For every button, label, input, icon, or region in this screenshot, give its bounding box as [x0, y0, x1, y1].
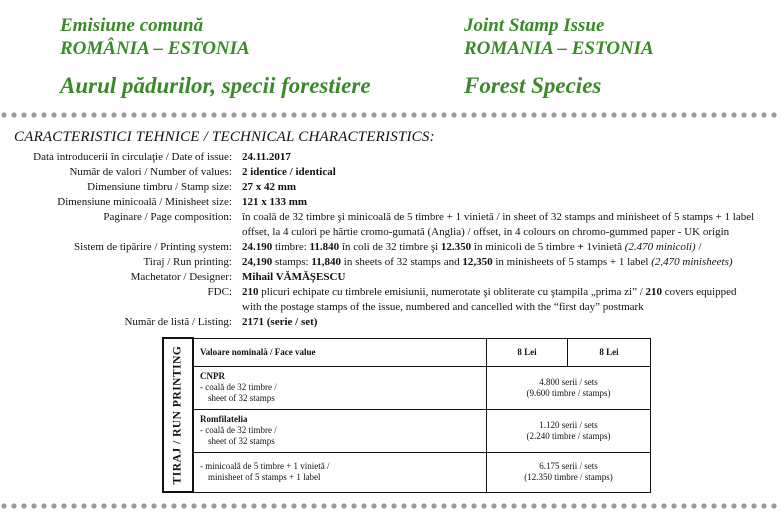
printing-text-3: în minicoli de 5 timbre [471, 241, 578, 253]
table-side-text: TIRAJ / RUN PRINTING [171, 345, 184, 485]
divider-dot [421, 503, 426, 508]
divider-dot [1, 112, 6, 117]
divider-dot [231, 112, 236, 117]
divider-dot [531, 503, 536, 508]
table-row [163, 452, 651, 492]
divider-dot [141, 112, 146, 117]
run-text-2: in sheets of 32 stamps and [341, 256, 463, 268]
divider-dot [91, 503, 96, 508]
en-heading-line1: Joint Stamp Issue [464, 15, 605, 36]
divider-dot [531, 112, 536, 117]
divider-dot [151, 112, 156, 117]
divider-dot [561, 503, 566, 508]
ro-heading-line2: ROMÂNIA – ESTONIA [60, 38, 250, 59]
ro-heading-line1: Emisiune comună [60, 15, 204, 36]
divider-dot [741, 112, 746, 117]
printing-text-2: în coli de 32 timbre şi [339, 241, 441, 253]
printing-minisheets-count: 12.350 [440, 241, 472, 253]
divider-dot [341, 112, 346, 117]
divider-dot [581, 503, 586, 508]
divider-dot [721, 112, 726, 117]
divider-dot [691, 112, 696, 117]
divider-dot [431, 112, 436, 117]
divider-dot [641, 112, 646, 117]
fdc-count-ro: 210 [242, 286, 259, 298]
divider-dot [271, 503, 276, 508]
run-minisheets-count: 12,350 [462, 256, 493, 268]
printing-sheets-count: 11.840 [309, 241, 340, 253]
printing-text-4: 1vinietă [583, 241, 625, 253]
divider-dot [771, 503, 776, 508]
divider-dot [521, 112, 526, 117]
divider-dot [701, 503, 706, 508]
printing-slash: / [695, 241, 702, 253]
divider-dot [511, 112, 516, 117]
divider-dot [121, 112, 126, 117]
divider-dot [301, 112, 306, 117]
divider-dot [481, 112, 486, 117]
divider-dot [541, 503, 546, 508]
romfilatelia-sets: 1.120 serii / sets [539, 419, 598, 430]
divider-dot [301, 503, 306, 508]
cnpr-sub1: - coală de 32 timbre / [200, 381, 277, 392]
table-header-row [163, 338, 651, 366]
divider-dot [161, 503, 166, 508]
divider-dot [661, 503, 666, 508]
divider-dot [491, 503, 496, 508]
divider-dot [491, 112, 496, 117]
fdc-label: FDC: [207, 286, 232, 298]
divider-dot [211, 503, 216, 508]
divider-dot [681, 112, 686, 117]
issue-date-label: Data introducerii în circulaţie / Date of issue: [33, 151, 232, 163]
en-title: Forest Species [464, 73, 602, 98]
divider-dot [511, 503, 516, 508]
divider-dot [161, 112, 166, 117]
divider-dot [251, 503, 256, 508]
divider-dot [761, 503, 766, 508]
divider-dot [51, 112, 56, 117]
divider-dot [551, 112, 556, 117]
divider-dot [51, 503, 56, 508]
romfilatelia-sub1: - coală de 32 timbre / [200, 424, 277, 435]
divider-dot [591, 503, 596, 508]
divider-dot [571, 112, 576, 117]
printing-method-value: offset, la 4 culori pe hârtie cromo-gumată (Anglia) / offset, in 4 colours on chromo-gummed paper - UK origin [242, 226, 730, 238]
dotted-divider-top [0, 111, 780, 119]
face-value-2: 8 Lei [568, 338, 651, 366]
divider-dot [381, 503, 386, 508]
page-composition-label: Paginare / Page composition: [103, 211, 232, 223]
romfilatelia-stamps: (2.240 timbre / stamps) [526, 430, 611, 441]
divider-dot [541, 112, 546, 117]
divider-dot [581, 112, 586, 117]
divider-dot [591, 112, 596, 117]
divider-dot [351, 503, 356, 508]
stamp-size-label: Dimensiune timbru / Stamp size: [87, 181, 232, 193]
divider-dot [761, 112, 766, 117]
divider-dot [201, 112, 206, 117]
divider-dot [421, 112, 426, 117]
divider-dot [171, 503, 176, 508]
cnpr-sub2: sheet of 32 stamps [208, 392, 275, 403]
divider-dot [81, 112, 86, 117]
divider-dot [711, 112, 716, 117]
values-count-label: Număr de valori / Number of values: [69, 166, 232, 178]
divider-dot [621, 112, 626, 117]
divider-dot [351, 112, 356, 117]
minisheet-size-value: 121 x 133 mm [242, 196, 308, 208]
divider-dot [371, 503, 376, 508]
divider-dot [11, 503, 16, 508]
face-value-header: Valoare nominală / Face value [193, 338, 487, 366]
divider-dot [451, 503, 456, 508]
divider-dot [41, 503, 46, 508]
divider-dot [241, 503, 246, 508]
printing-system-value [242, 240, 701, 255]
divider-dot [451, 112, 456, 117]
divider-dot [331, 112, 336, 117]
run-printing-value [242, 255, 733, 270]
listing-label: Număr de listă / Listing: [124, 316, 232, 328]
divider-dot [631, 503, 636, 508]
divider-dot [481, 503, 486, 508]
divider-dot [281, 503, 286, 508]
divider-dot [251, 112, 256, 117]
fdc-value-line2: with the postage stamps of the issue, numbered and cancelled with the “first day” postmark [242, 301, 644, 313]
divider-dot [231, 503, 236, 508]
minisheet-quantity [487, 452, 651, 492]
printing-total: 24.190 [242, 241, 273, 253]
divider-dot [181, 503, 186, 508]
divider-dot [621, 503, 626, 508]
divider-dot [181, 112, 186, 117]
run-printing-label: Tiraj / Run printing: [143, 256, 232, 268]
divider-dot [1, 503, 6, 508]
divider-dot [291, 503, 296, 508]
minisheet-stamps: (12.350 timbre / stamps) [524, 472, 613, 482]
divider-dot [401, 503, 406, 508]
en-heading-line2: ROMANIA – ESTONIA [464, 38, 654, 59]
divider-dot [91, 112, 96, 117]
divider-dot [111, 112, 116, 117]
divider-dot [411, 503, 416, 508]
divider-dot [441, 503, 446, 508]
designer-value: Mihail VĂMĂŞESCU [242, 271, 346, 283]
table-side-label [163, 338, 193, 492]
divider-dot [401, 112, 406, 117]
minisheet-cell [193, 452, 487, 492]
divider-dot [101, 112, 106, 117]
divider-dot [751, 112, 756, 117]
divider-dot [11, 112, 16, 117]
divider-dot [381, 112, 386, 117]
divider-dot [561, 112, 566, 117]
divider-dot [651, 503, 656, 508]
run-text-3: in minisheets of 5 stamps + 1 label [492, 256, 652, 268]
divider-dot [671, 112, 676, 117]
divider-dot [21, 112, 26, 117]
divider-dot [371, 112, 376, 117]
romfilatelia-quantity [487, 409, 651, 452]
divider-dot [471, 112, 476, 117]
divider-dot [31, 112, 36, 117]
printing-system-label: Sistem de tipărire / Printing system: [74, 241, 232, 253]
cnpr-title: CNPR [200, 370, 225, 381]
divider-dot [61, 112, 66, 117]
divider-dot [191, 503, 196, 508]
divider-dot [271, 112, 276, 117]
divider-dot [311, 503, 316, 508]
divider-dot [361, 503, 366, 508]
divider-dot [331, 503, 336, 508]
divider-dot [221, 112, 226, 117]
divider-dot [291, 112, 296, 117]
divider-dot [461, 503, 466, 508]
issue-date-value: 24.11.2017 [242, 151, 291, 163]
fdc-value [242, 285, 737, 300]
cnpr-stamps: (9.600 timbre / stamps) [526, 387, 611, 398]
divider-dot [311, 112, 316, 117]
divider-dot [171, 112, 176, 117]
face-value-1: 8 Lei [487, 338, 568, 366]
divider-dot [571, 503, 576, 508]
divider-dot [441, 112, 446, 117]
divider-dot [261, 503, 266, 508]
printing-minisheet-total: (2.470 minicoli) [624, 241, 696, 253]
divider-dot [151, 503, 156, 508]
run-total: 24,190 [242, 256, 273, 268]
divider-dot [661, 112, 666, 117]
divider-dot [221, 503, 226, 508]
divider-dot [671, 503, 676, 508]
divider-dot [601, 112, 606, 117]
minisheet-sub2: minisheet of 5 stamps + 1 label [208, 472, 321, 482]
divider-dot [281, 112, 286, 117]
divider-dot [731, 112, 736, 117]
divider-dot [461, 112, 466, 117]
divider-dot [131, 503, 136, 508]
divider-dot [71, 503, 76, 508]
minisheet-sets: 6.175 serii / sets [539, 461, 598, 471]
divider-dot [111, 503, 116, 508]
cnpr-cell [193, 366, 487, 409]
divider-dot [391, 112, 396, 117]
divider-dot [601, 503, 606, 508]
divider-dot [321, 112, 326, 117]
divider-dot [131, 112, 136, 117]
designer-label: Machetator / Designer: [130, 271, 232, 283]
table-row [163, 366, 651, 409]
cnpr-quantity [487, 366, 651, 409]
divider-dot [431, 503, 436, 508]
tech-characteristics-title: CARACTERISTICI TEHNICE / TECHNICAL CHARACTERISTICS: [14, 129, 435, 145]
values-count-value: 2 identice / identical [242, 166, 336, 178]
divider-dot [41, 112, 46, 117]
run-sheets-count: 11,840 [311, 256, 342, 268]
divider-dot [81, 503, 86, 508]
fdc-count-en: 210 [645, 286, 663, 298]
divider-dot [341, 503, 346, 508]
divider-dot [141, 503, 146, 508]
divider-dot [101, 503, 106, 508]
divider-dot [61, 503, 66, 508]
divider-dot [551, 503, 556, 508]
divider-dot [501, 503, 506, 508]
divider-dot [261, 112, 266, 117]
divider-dot [701, 112, 706, 117]
divider-dot [691, 503, 696, 508]
divider-dot [471, 503, 476, 508]
stamp-size-value: 27 x 42 mm [242, 181, 297, 193]
romfilatelia-sub2: sheet of 32 stamps [208, 435, 275, 446]
divider-dot [611, 112, 616, 117]
divider-dot [71, 112, 76, 117]
divider-dot [641, 503, 646, 508]
divider-dot [391, 503, 396, 508]
divider-dot [741, 503, 746, 508]
run-printing-table [162, 337, 651, 493]
divider-dot [681, 503, 686, 508]
divider-dot [651, 112, 656, 117]
ro-title: Aurul pădurilor, specii forestiere [60, 73, 371, 98]
minisheet-sub1: - minicoală de 5 timbre + 1 vinietă / [200, 461, 330, 471]
divider-dot [201, 503, 206, 508]
divider-dot [521, 503, 526, 508]
run-text-1: stamps: [272, 256, 312, 268]
divider-dot [721, 503, 726, 508]
fdc-text-ro: plicuri echipate cu timbrele emisiunii, numerotate şi obliterate cu ştampila „prima zi” / [258, 286, 646, 298]
divider-dot [191, 112, 196, 117]
dotted-divider-bottom [0, 502, 780, 510]
divider-dot [501, 112, 506, 117]
divider-dot [751, 503, 756, 508]
page-composition-value: în coală de 32 timbre şi minicoală de 5 timbre + 1 vinietă / in sheet of 32 stamps and minisheet of 5 stamps + 1 label [242, 211, 755, 223]
divider-dot [711, 503, 716, 508]
printing-text-1: timbre: [272, 241, 310, 253]
fdc-text-en: covers equipped [662, 286, 737, 298]
minisheet-size-label: Dimensiune minicoală / Minisheet size: [57, 196, 232, 208]
divider-dot [771, 112, 776, 117]
cnpr-sets: 4.800 serii / sets [539, 376, 598, 387]
listing-value: 2171 (serie / set) [242, 316, 318, 328]
divider-dot [411, 112, 416, 117]
romfilatelia-cell [193, 409, 487, 452]
divider-dot [211, 112, 216, 117]
romfilatelia-title: Romfilatelia [200, 413, 248, 424]
divider-dot [611, 503, 616, 508]
divider-dot [361, 112, 366, 117]
divider-dot [321, 503, 326, 508]
divider-dot [731, 503, 736, 508]
table-row [163, 409, 651, 452]
run-minisheet-total: (2,470 minisheets) [651, 256, 733, 268]
divider-dot [121, 503, 126, 508]
divider-dot [631, 112, 636, 117]
divider-dot [31, 503, 36, 508]
divider-dot [21, 503, 26, 508]
divider-dot [241, 112, 246, 117]
printing-plus: + [577, 241, 584, 253]
